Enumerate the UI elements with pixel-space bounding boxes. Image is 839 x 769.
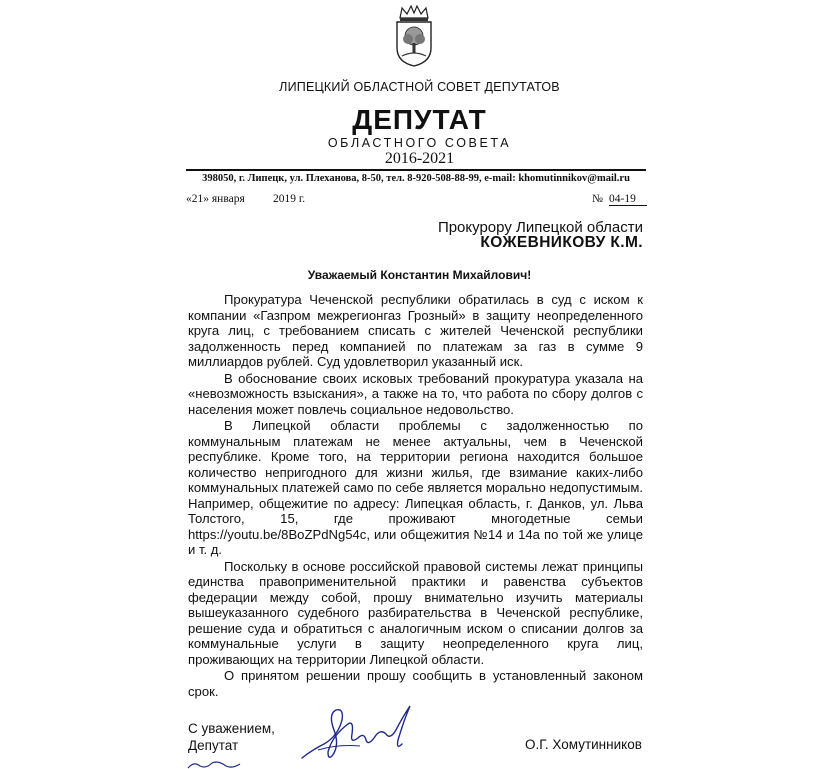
closing-regards: С уважением, — [188, 721, 275, 736]
closing-block — [188, 720, 275, 754]
greeting: Уважаемый Константин Михайлович! — [307, 268, 532, 282]
addressee-name: КОЖЕВНИКОВУ К.М. — [480, 234, 643, 251]
number-label: № — [592, 193, 603, 205]
letter-date-year: 2019 г. — [273, 193, 306, 205]
coat-of-arms-icon — [392, 4, 436, 68]
body-paragraph-3: В Липецкой области проблемы с задолженностью по коммунальным платежам не менее актуальны, чем в Чеченской республике. Кроме того, на территории региона находится большое количество непригодного для жизни жилья, где взимание каких-либо коммунальных платежей само по себе является морально недопустимым. Например, общежитие по адресу: Липецкая область, г. Данков, ул. Льва Толстого, 15, где проживают многодетные семьи https://youtu.be/8BoZPdNg54c, или общежития №14 и 14а по той же улице и т. д. — [188, 418, 643, 557]
number-value: 04-19 — [609, 193, 647, 206]
closing-title: Депутат — [188, 738, 239, 753]
council-name: ЛИПЕЦКИЙ ОБЛАСТНОЙ СОВЕТ ДЕПУТАТОВ — [279, 80, 560, 94]
header-divider — [186, 169, 646, 171]
body-paragraph-5: О принятом решении прошу сообщить в установленный законом срок. — [188, 668, 643, 699]
term-years: 2016-2021 — [384, 150, 455, 167]
body-paragraph-4: Поскольку в основе российской правовой системы лежат принципы единства правоприменительной практики и равенства субъектов федерации между собой, прошу внимательно изучить материалы вышеуказанного судебного разбирательства в Чеченской республике, решение суда и обратиться с аналогичным иском о списании долгов за коммунальные услуги в защиту неопределенного круга лиц, проживающих на территории Липецкой области. — [188, 558, 643, 667]
signature-icon — [298, 700, 416, 762]
subtitle: ОБЛАСТНОГО СОВЕТА — [327, 136, 512, 150]
body-paragraph-1: Прокуратура Чеченской республики обратилась в суд с иском к компании «Газпром межрегионгаз Грозный» в защиту неопределенного круга лиц, с требованием списать с жителей Чеченской республики задолженность перед компанией по платежам за газ в сумме 9 миллиардов рублей. Суд удовлетворил указанный иск. — [188, 292, 643, 369]
signer-name: О.Г. Хомутинников — [525, 737, 642, 752]
page-title: ДЕПУТАТ — [352, 104, 487, 135]
letter-body — [188, 292, 643, 699]
letter-date-day: «21» января — [186, 193, 245, 205]
contact-line: 398050, г. Липецк, ул. Плеханова, 8-50, тел. 8-920-508-88-99, e-mail: khomutinnikov@mail.ru — [202, 173, 630, 184]
letter-number — [592, 193, 647, 206]
body-paragraph-2: В обоснование своих исковых требований прокуратура указала на «невозможность взыскания», а также на то, что работа по сбору долгов с населения может повлечь социальное недовольство. — [188, 370, 643, 417]
addressee-position: Прокурору Липецкой области — [437, 219, 643, 236]
stamp-fragment — [186, 760, 246, 769]
